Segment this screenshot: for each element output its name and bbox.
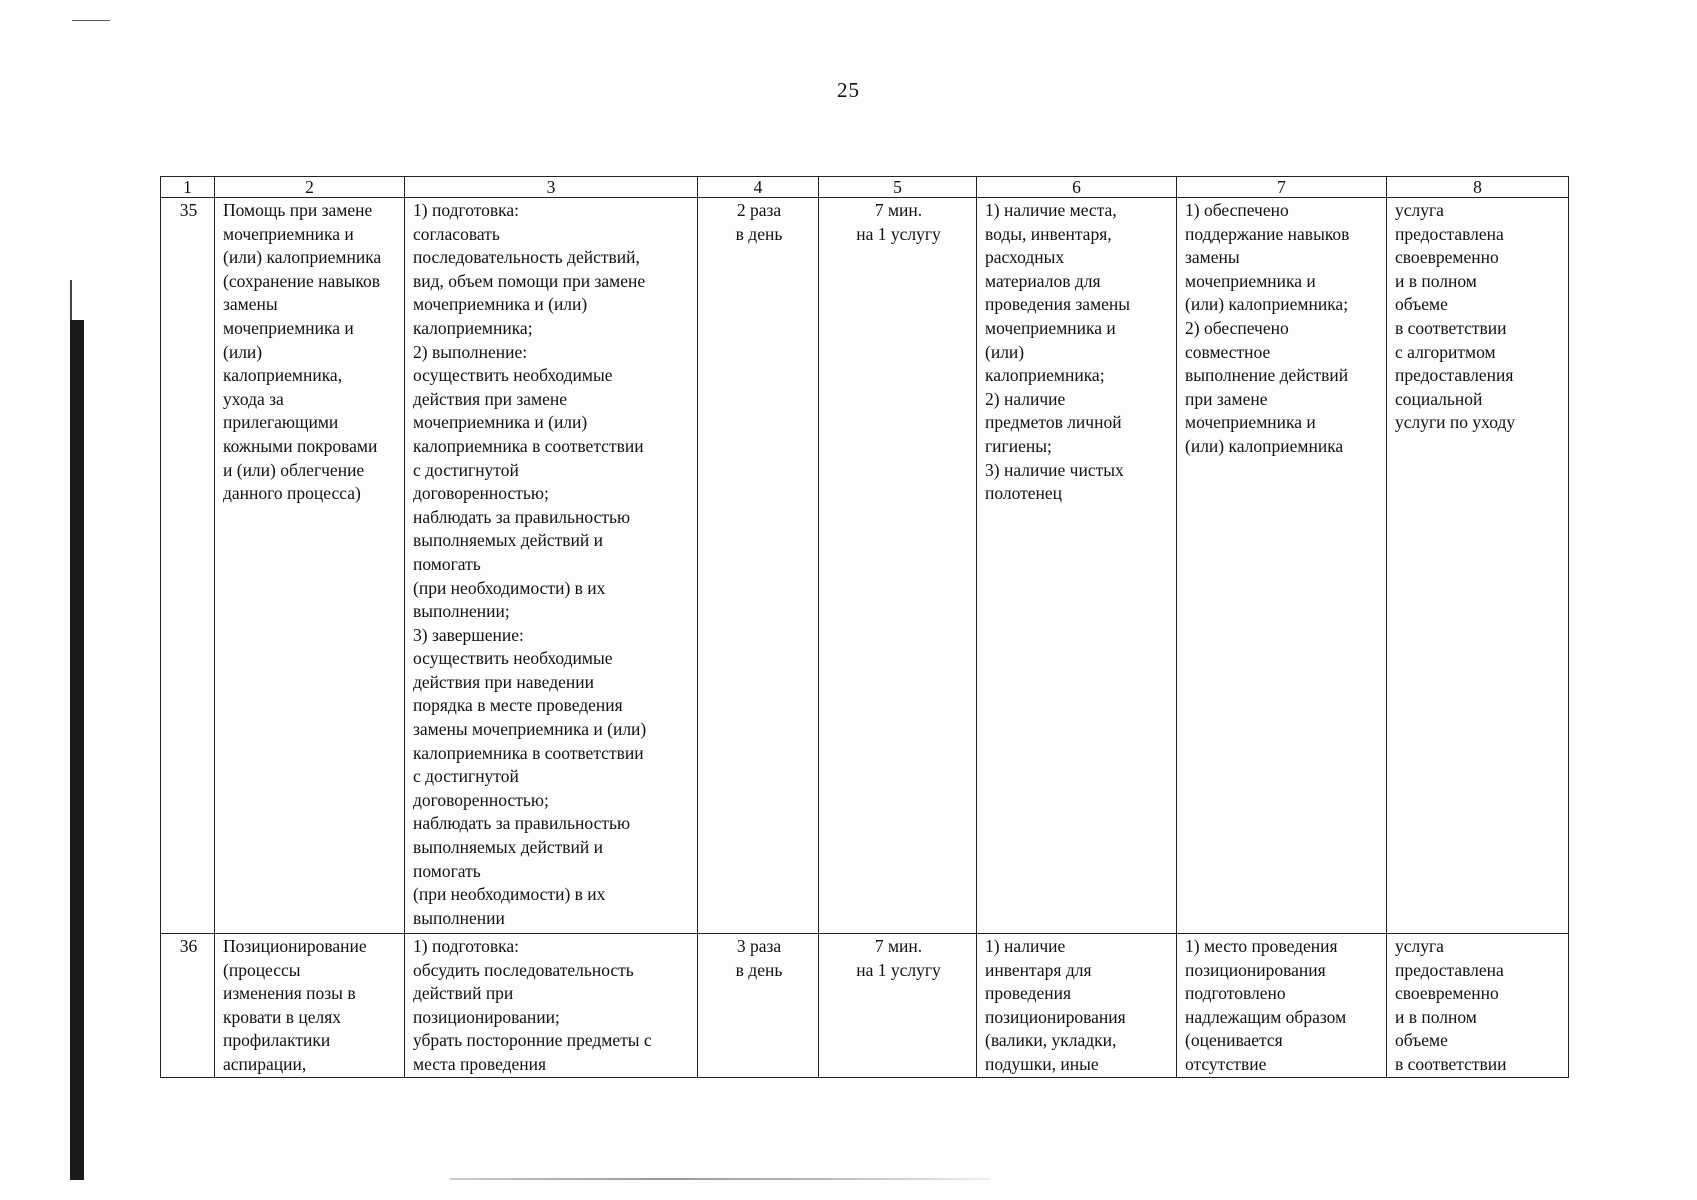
header-row [161, 177, 1569, 198]
service-name-cell [215, 934, 405, 1078]
cell-line: ухода за [223, 388, 284, 409]
cell-line: аспирации, [223, 1053, 307, 1074]
scan-corner-mark [72, 20, 110, 21]
cell-line: профилактики [223, 1030, 331, 1051]
cell-line: выполнение действий [1185, 365, 1349, 386]
cell-line: места проведения [413, 1053, 547, 1074]
cell-line: (оценивается [1185, 1030, 1283, 1051]
cell-line: (или) калоприемника [1185, 435, 1344, 456]
cell-line: при замене [1185, 388, 1268, 409]
cell-line: 3 раза [736, 936, 782, 956]
cell-line: в соответствии [1395, 1053, 1507, 1074]
cell-line: замены мочеприемника и (или) [413, 719, 647, 740]
duration-cell [819, 934, 977, 1078]
header-cell: 4 [698, 177, 819, 198]
cell-line: мочеприемника и [223, 317, 354, 338]
header-cell: 6 [977, 177, 1177, 198]
cell-line: с алгоритмом [1395, 341, 1496, 362]
cell-line: обсудить последовательность [413, 959, 634, 980]
cell-line: инвентаря для [985, 959, 1092, 980]
cell-line: договоренностью; [413, 789, 549, 810]
scan-artifact-line [450, 1178, 990, 1180]
cell-line: услуга [1395, 200, 1444, 220]
header-cell: 1 [161, 177, 215, 198]
cell-line: мочеприемника и (или) [413, 412, 588, 433]
cell-line: калоприемника в соответствии [413, 435, 644, 456]
services-table [160, 176, 1569, 1078]
cell-line: (или) [223, 341, 263, 362]
cell-line: позиционировании; [413, 1006, 560, 1027]
header-cell: 8 [1387, 177, 1569, 198]
cell-line: объеме [1395, 1030, 1448, 1051]
cell-line: калоприемника; [413, 317, 533, 338]
cell-line: (валики, укладки, [985, 1030, 1117, 1051]
header-cell: 7 [1177, 177, 1387, 198]
evaluation-cell [1387, 198, 1569, 934]
cell-line: (процессы [223, 959, 301, 980]
row-number: 35 [161, 198, 215, 934]
page-number: 25 [837, 78, 860, 102]
cell-line: 7 мин. [874, 936, 923, 956]
cell-line: наблюдать за правильностью [413, 506, 631, 527]
evaluation-cell [1387, 934, 1569, 1078]
cell-line: 1) наличие места, [985, 200, 1117, 220]
frequency-cell [698, 198, 819, 934]
cell-line: 1) подготовка: [413, 936, 520, 956]
cell-line: предметов личной [985, 412, 1122, 433]
cell-line: в день [735, 223, 783, 244]
cell-line: 2 раза [736, 200, 782, 220]
cell-line: помогать [413, 860, 481, 881]
cell-line: 2) выполнение: [413, 341, 528, 362]
cell-line: предоставления [1395, 365, 1514, 386]
cell-line: на 1 услугу [856, 959, 941, 980]
cell-line: и (или) облегчение [223, 459, 365, 480]
cell-line: 3) наличие чистых [985, 459, 1124, 480]
cell-line: материалов для [985, 270, 1101, 291]
cell-line: мочеприемника и [985, 317, 1116, 338]
cell-line: убрать посторонние предметы с [413, 1030, 652, 1051]
cell-line: с достигнутой [413, 766, 519, 787]
cell-line: 2) наличие [985, 388, 1066, 409]
cell-line: в день [735, 959, 783, 980]
service-description-cell [405, 934, 698, 1078]
cell-line: кровати в целях [223, 1006, 342, 1027]
cell-line: социальной [1395, 388, 1483, 409]
cell-line: подушки, иные [985, 1053, 1099, 1074]
cell-line: и в полном [1395, 270, 1477, 291]
cell-line: калоприемника, [223, 365, 343, 386]
frequency-cell [698, 934, 819, 1078]
cell-line: (при необходимости) в их [413, 577, 606, 598]
cell-line: прилегающими [223, 412, 339, 433]
table-row [161, 198, 1569, 934]
cell-line: согласовать [413, 223, 500, 244]
cell-line: (или) калоприемника; [1185, 294, 1349, 315]
cell-line: расходных [985, 247, 1065, 268]
cell-line: изменения позы в [223, 983, 356, 1004]
cell-line: своевременно [1395, 983, 1499, 1004]
cell-line: проведения [985, 983, 1072, 1004]
cell-line: (при необходимости) в их [413, 884, 606, 905]
cell-line: выполнении; [413, 601, 510, 622]
cell-line: порядка в месте проведения [413, 695, 623, 716]
cell-line: действия при наведении [413, 671, 594, 692]
cell-line: поддержание навыков [1185, 223, 1350, 244]
cell-line: наблюдать за правильностью [413, 813, 631, 834]
cell-line: 1) обеспечено [1185, 200, 1289, 220]
cell-line: отсутствие [1185, 1053, 1267, 1074]
cell-line: выполнении [413, 907, 505, 928]
indicators-cell [1177, 198, 1387, 934]
cell-line: на 1 услугу [856, 223, 941, 244]
cell-line: объеме [1395, 294, 1448, 315]
cell-line: осуществить необходимые [413, 365, 613, 386]
scan-edge-shadow [70, 280, 72, 320]
cell-line: данного процесса) [223, 483, 361, 504]
cell-line: (или) калоприемника [223, 247, 382, 268]
cell-line: Помощь при замене [223, 200, 373, 220]
cell-line: калоприемника в соответствии [413, 742, 644, 763]
cell-line: 3) завершение: [413, 624, 524, 645]
cell-line: предоставлена [1395, 223, 1504, 244]
conditions-cell [977, 934, 1177, 1078]
cell-line: замены [1185, 247, 1240, 268]
cell-line: мочеприемника и [1185, 412, 1316, 433]
cell-line: услуги по уходу [1395, 412, 1516, 433]
cell-line: действия при замене [413, 388, 568, 409]
cell-line: 1) подготовка: [413, 200, 520, 220]
indicators-cell [1177, 934, 1387, 1078]
header-cell: 2 [215, 177, 405, 198]
cell-line: с достигнутой [413, 459, 519, 480]
scan-edge-shadow [70, 320, 84, 1180]
cell-line: гигиены; [985, 435, 1052, 456]
duration-cell [819, 198, 977, 934]
conditions-cell [977, 198, 1177, 934]
cell-line: 1) наличие [985, 936, 1066, 956]
cell-line: договоренностью; [413, 483, 549, 504]
cell-line: кожными покровами [223, 435, 378, 456]
cell-line: услуга [1395, 936, 1444, 956]
cell-line: воды, инвентаря, [985, 223, 1112, 244]
cell-line: (сохранение навыков [223, 270, 380, 291]
cell-line: своевременно [1395, 247, 1499, 268]
service-description-cell [405, 198, 698, 934]
cell-line: Позиционирование [223, 936, 367, 956]
cell-line: совместное [1185, 341, 1271, 362]
cell-line: мочеприемника и [223, 223, 354, 244]
cell-line: выполняемых действий и [413, 530, 603, 551]
cell-line: 1) место проведения [1185, 936, 1338, 956]
cell-line: последовательность действий, [413, 247, 640, 268]
cell-line: подготовлено [1185, 983, 1286, 1004]
header-cell: 5 [819, 177, 977, 198]
cell-line: калоприемника; [985, 365, 1105, 386]
cell-line: и в полном [1395, 1006, 1477, 1027]
cell-line: замены [223, 294, 278, 315]
cell-line: помогать [413, 553, 481, 574]
service-name-cell [215, 198, 405, 934]
cell-line: в соответствии [1395, 317, 1507, 338]
row-number: 36 [161, 934, 215, 1078]
cell-line: предоставлена [1395, 959, 1504, 980]
cell-line: 2) обеспечено [1185, 317, 1289, 338]
cell-line: (или) [985, 341, 1025, 362]
cell-line: вид, объем помощи при замене [413, 270, 646, 291]
cell-line: 7 мин. [874, 200, 923, 220]
cell-line: мочеприемника и [1185, 270, 1316, 291]
cell-line: выполняемых действий и [413, 837, 603, 858]
cell-line: позиционирования [1185, 959, 1326, 980]
header-cell: 3 [405, 177, 698, 198]
cell-line: надлежащим образом [1185, 1006, 1347, 1027]
cell-line: проведения замены [985, 294, 1131, 315]
cell-line: действий при [413, 983, 514, 1004]
cell-line: полотенец [985, 483, 1063, 504]
cell-line: осуществить необходимые [413, 648, 613, 669]
cell-line: позиционирования [985, 1006, 1126, 1027]
table-row [161, 934, 1569, 1078]
cell-line: мочеприемника и (или) [413, 294, 588, 315]
